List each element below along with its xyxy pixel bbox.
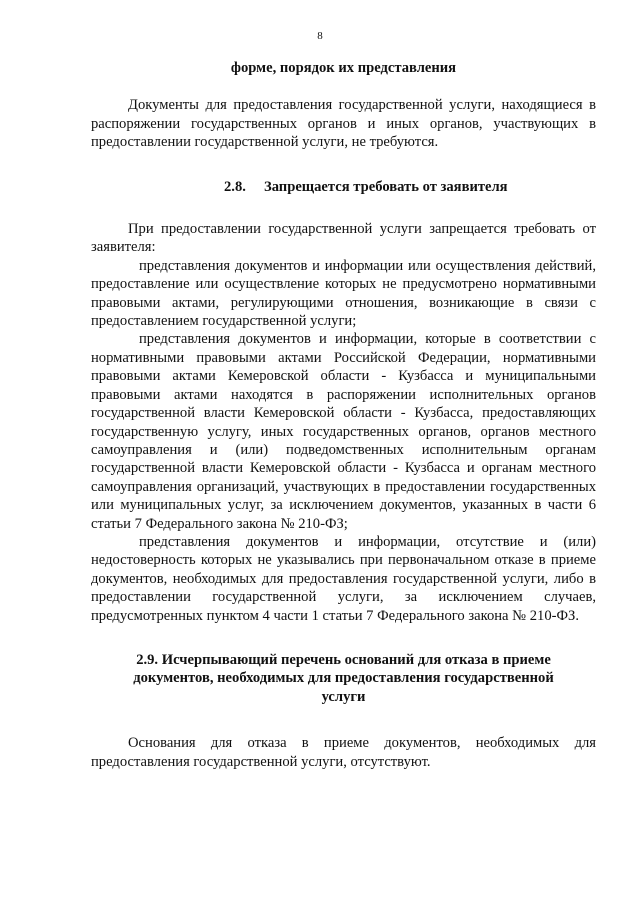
section-2-8-item-3: представления документов и информации, отсутствие и (или) недостоверность которых не указывались при первоначальном отказе в приеме документов, необходимых для предоставления государственной услуги, либо в предоставлении государственной услуги, за исключением случаев, предусмотренных пунктом 4 части 1 статьи 7 Федерального закона № 210-ФЗ. [91, 533, 596, 624]
section-2-9-title-line-3: услуги [321, 688, 366, 705]
continued-heading: форме, порядок их представления [230, 60, 457, 76]
section-2-8-item-1: представления документов и информации или осуществления действий, предоставление или осуществление которых не предусмотрено нормативными правовыми актами, регулирующими отношения, возникающие в связи с предоставлением государственной услуги; [91, 257, 596, 330]
section-2-8-lead-paragraph: При предоставлении государственной услуги запрещается требовать от заявителя: [91, 221, 596, 256]
section-2-9-title-line-2: документов, необходимых для предоставления государственной [133, 670, 554, 687]
section-2-9-paragraph: Основания для отказа в приеме документов, необходимых для предоставления государственной услуги, отсутствуют. [91, 735, 596, 770]
page-content [91, 59, 596, 771]
page-number: 8 [317, 30, 323, 42]
section-2-8-item-2: представления документов и информации, которые в соответствии с нормативными правовыми актами Российской Федерации, нормативными правовыми актами Кемеровской области - Кузбасса и муниципальными правовыми актами находятся в распоряжении исполнительных органов государственной власти Кемеровской области - Кузбасса, предоставляющих государственную услугу, иных государственных органов, органов местного самоуправления и (или) подведомственных исполнительным органам государственной власти Кемеровской области - Кузбасса и органам местного самоуправления организаций, участвующих в предоставлении государственных или муниципальных услуг, за исключением документов, указанных в части 6 статьи 7 Федерального закона № 210-ФЗ; [91, 331, 596, 532]
section-2-8-title: Запрещается требовать от заявителя [264, 178, 508, 195]
section-2-9-title-line-1: 2.9. Исчерпывающий перечень оснований для отказа в приеме [136, 651, 551, 668]
section-2-8-heading [91, 178, 596, 196]
section-2-8-number: 2.8. [224, 178, 246, 195]
intro-paragraph: Документы для предоставления государственной услуги, находящиеся в распоряжении государственных органов и иных органов, участвующих в предоставлении государственной услуги, не требуются. [91, 97, 596, 151]
section-2-9-heading [91, 651, 596, 706]
